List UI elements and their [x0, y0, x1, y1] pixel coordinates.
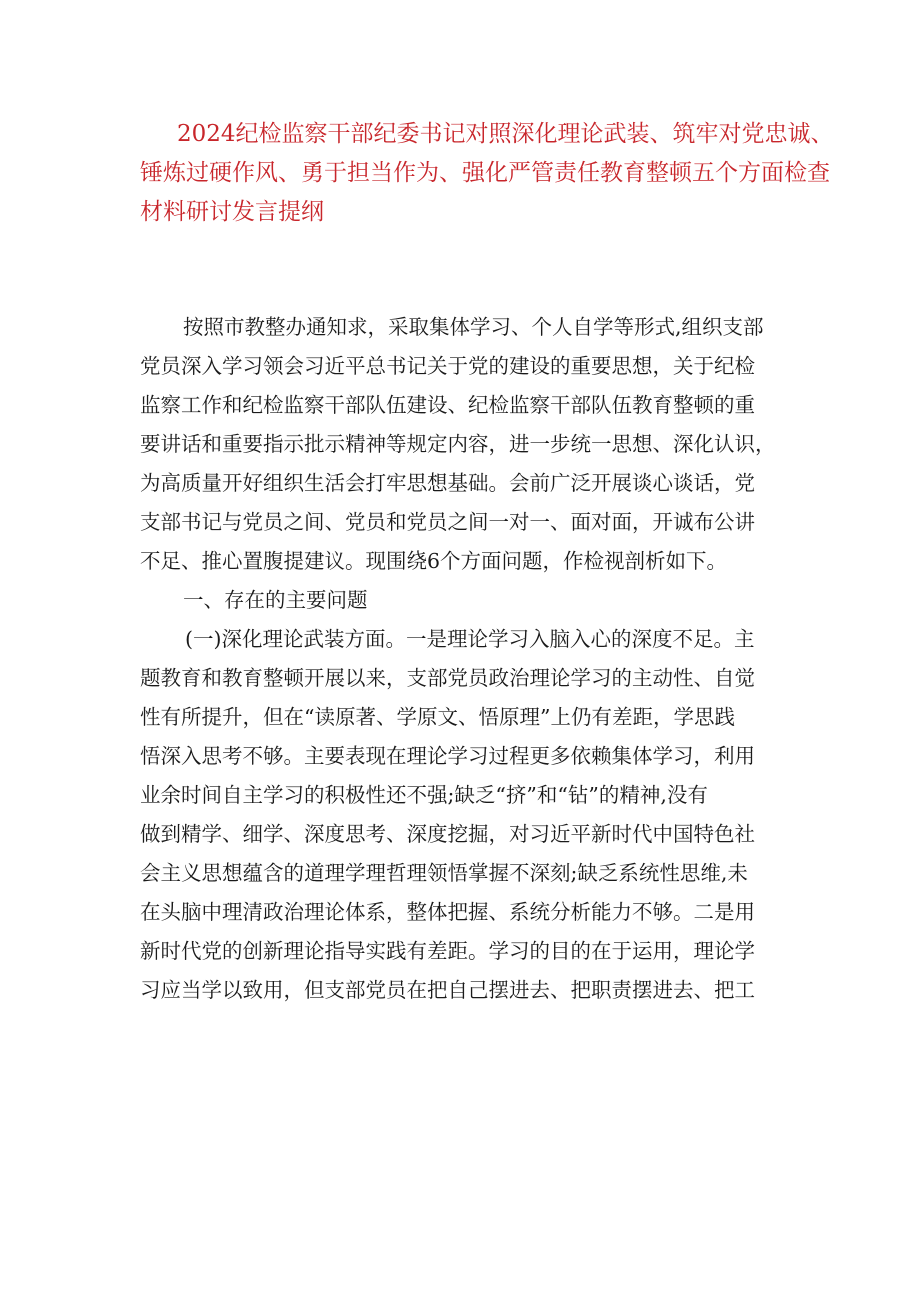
subsection-paragraph: [140, 620, 800, 1010]
paragraph-line: 党员深入学习领会习近平总书记关于党的建设的重要思想，关于纪检: [140, 354, 755, 378]
paragraph-line: 支部书记与党员之间、党员和党员之间一对一、面对面，开诚布公讲: [140, 510, 755, 534]
document-body: [140, 308, 800, 1010]
title-line: 锤炼过硬作风、勇于担当作为、强化严管责任教育整顿五个方面检查: [140, 160, 830, 186]
paragraph-line: 做到精学、细学、深度思考、深度挖掘，对习近平新时代中国特色社: [140, 822, 755, 846]
paragraph-line: 监察工作和纪检监察干部队伍建设、纪检监察干部队伍教育整顿的重: [140, 393, 755, 417]
paragraph-line: 业余时间自主学习的积极性还不强;缺乏“挤”和“钻”的精神,没有: [140, 783, 708, 807]
title-line: 2024纪检监察干部纪委书记对照深化理论武装、筑牢对党忠诚、: [177, 121, 834, 147]
document-title: [140, 115, 840, 232]
paragraph-line: 不足、推心置腹提建议。现围绕6个方面问题，作检视剖析如下。: [140, 549, 728, 573]
paragraph-line: 题教育和教育整顿开展以来，支部党员政治理论学习的主动性、自觉: [140, 666, 755, 690]
title-line: 材料研讨发言提纲: [140, 199, 324, 225]
paragraph-line: 在头脑中理清政治理论体系，整体把握、系统分析能力不够。二是用: [140, 900, 755, 924]
paragraph-line: 为高质量开好组织生活会打牢思想基础。会前广泛开展谈心谈话，党: [140, 471, 755, 495]
paragraph-line: 要讲话和重要指示批示精神等规定内容，进一步统一思想、深化认识，: [140, 432, 776, 456]
paragraph-line: 悟深入思考不够。主要表现在理论学习过程更多依赖集体学习，利用: [140, 744, 755, 768]
section-heading: 一、存在的主要问题: [183, 588, 368, 612]
intro-paragraph: [140, 308, 800, 581]
paragraph-line: 会主义思想蕴含的道理学理哲理领悟掌握不深刻;缺乏系统性思维,未: [140, 861, 748, 885]
paragraph-line: (一)深化理论武装方面。一是理论学习入脑入心的深度不足。主: [185, 627, 755, 651]
paragraph-line: 习应当学以致用，但支部党员在把自己摆进去、把职责摆进去、把工: [140, 978, 755, 1002]
paragraph-line: 性有所提升，但在“读原著、学原文、悟原理”上仍有差距，学思践: [140, 705, 735, 729]
paragraph-line: 新时代党的创新理论指导实践有差距。学习的目的在于运用，理论学: [140, 939, 755, 963]
paragraph-line: 按照市教整办通知求，采取集体学习、个人自学等形式,组织支部: [183, 315, 764, 339]
